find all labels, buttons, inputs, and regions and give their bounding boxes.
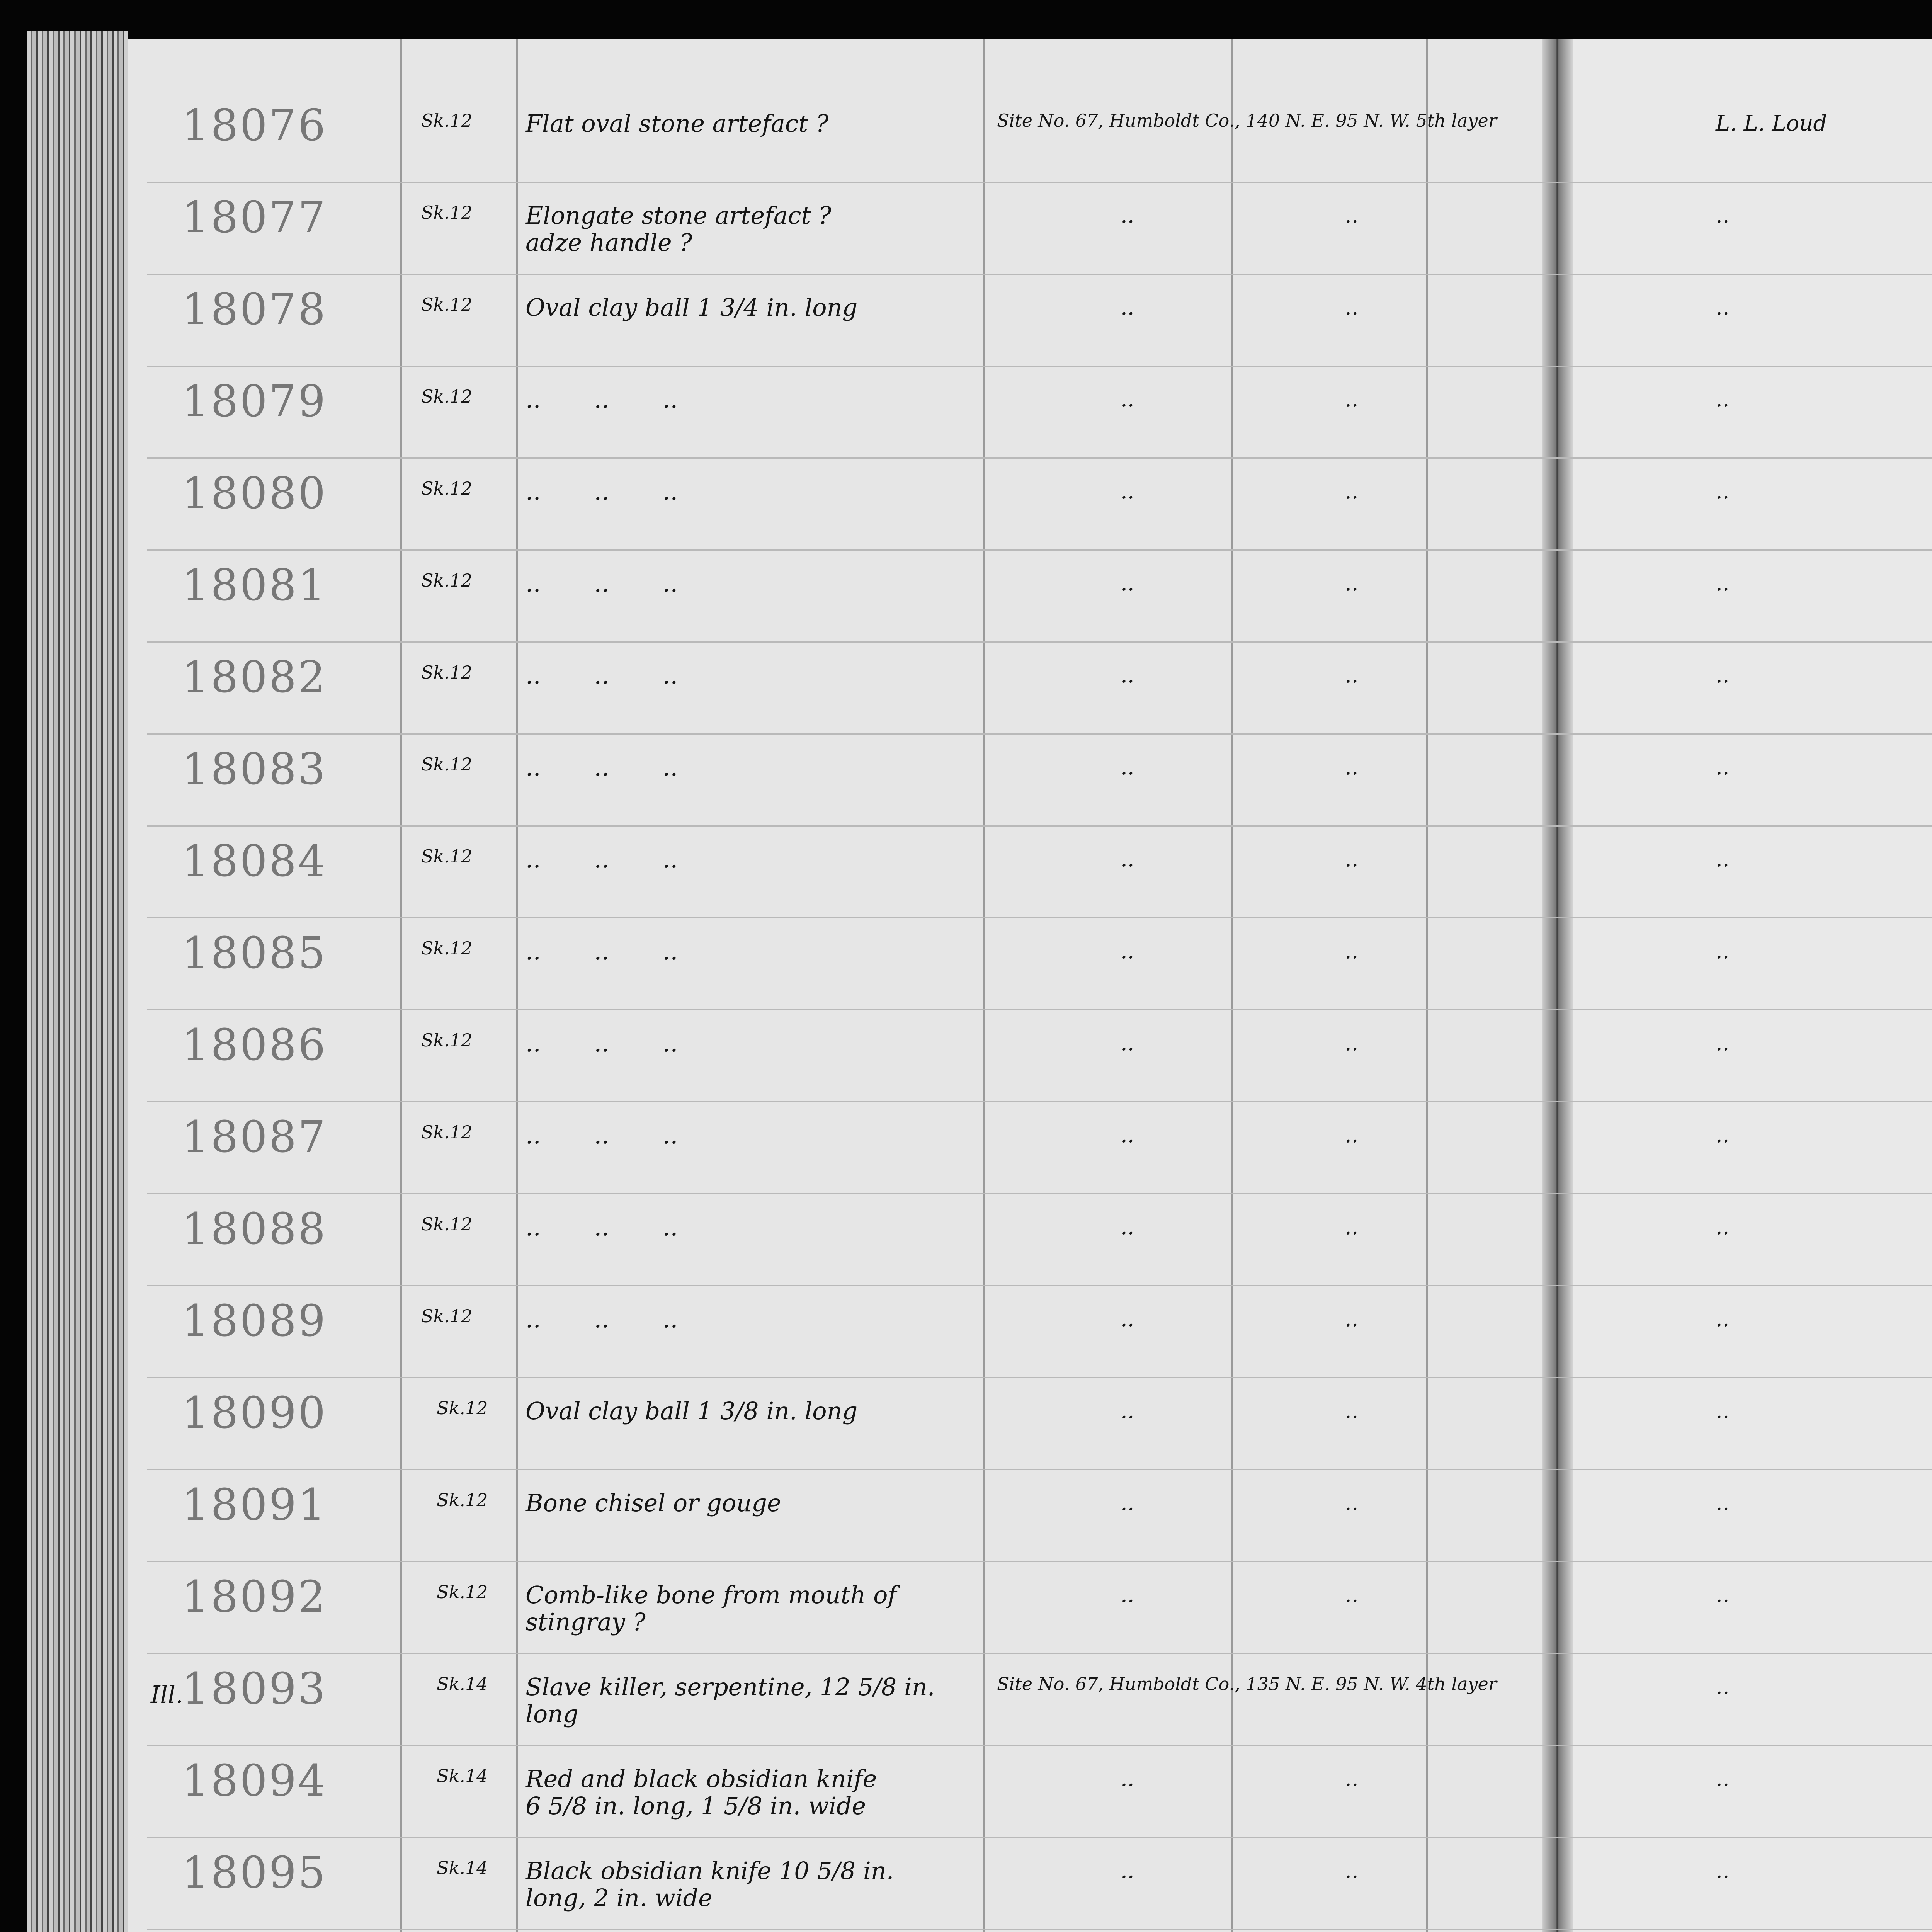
cell-collector: .. (1716, 1582, 1730, 1607)
cell-county: .. (1345, 387, 1359, 412)
cell-collector: .. (1716, 1490, 1730, 1515)
row-rule (147, 1193, 1932, 1194)
cell-cat: Sk.12 (421, 294, 473, 315)
cell-county: .. (1345, 1766, 1359, 1791)
cell-cat: Sk.12 (421, 1122, 473, 1143)
cell-county: .. (1345, 1031, 1359, 1056)
cell-cat: Sk.12 (437, 1490, 488, 1510)
cell-locality: .. (1121, 571, 1134, 596)
row-rule (147, 825, 1932, 827)
cell-locality: .. (1121, 1490, 1134, 1515)
row-rule (147, 1837, 1932, 1838)
cell-description: Bone chisel or gouge (526, 1489, 781, 1517)
cell-collector: .. (1716, 939, 1730, 964)
right-page (1557, 39, 1932, 1932)
cell-description: .. .. .. (526, 477, 678, 505)
row-rule (147, 457, 1932, 459)
book-gutter (1542, 39, 1573, 1932)
row-rule (147, 182, 1932, 183)
cell-description: .. .. .. (526, 569, 678, 597)
cell-cat: Sk.14 (437, 1673, 488, 1694)
cell-cat: Sk.12 (421, 662, 473, 683)
cell-locality: Site No. 67, Humboldt Co., 135 N. E. 95 N. W. 4th layer (997, 1673, 1497, 1694)
cell-description: Flat oval stone artefact ? (526, 109, 829, 138)
cell-collector: .. (1716, 1122, 1730, 1148)
cell-locality: .. (1121, 1031, 1134, 1056)
row-rule (147, 1009, 1932, 1010)
row-rule (147, 1377, 1932, 1378)
cell-cat: Sk.12 (421, 570, 473, 591)
cell-county: .. (1345, 1490, 1359, 1515)
cell-cat: Sk.12 (437, 1582, 488, 1602)
column-rule (1231, 39, 1233, 1932)
cell-collector: .. (1716, 387, 1730, 412)
cell-description: Red and black obsidian knife 6 5/8 in. long, 1 5/8 in. wide (526, 1765, 877, 1820)
cell-locality: .. (1121, 1858, 1134, 1883)
catalog-number: 18083 (182, 744, 327, 794)
cell-description: Slave killer, serpentine, 12 5/8 in. long (526, 1673, 935, 1728)
cell-collector: .. (1716, 1031, 1730, 1056)
cell-collector: L. L. Loud (1716, 111, 1827, 136)
cell-county: .. (1345, 203, 1359, 228)
row-rule (147, 1745, 1932, 1746)
cell-cat: Sk.12 (421, 846, 473, 867)
row-rule (147, 641, 1932, 643)
cell-locality: .. (1121, 939, 1134, 964)
cell-cat: Sk.12 (437, 1398, 488, 1418)
cell-locality: .. (1121, 847, 1134, 872)
cell-description: .. .. .. (526, 385, 678, 413)
cell-description: Oval clay ball 1 3/8 in. long (526, 1397, 858, 1425)
cell-cat: Sk.12 (421, 202, 473, 223)
left-page-edges (27, 31, 128, 1932)
cell-collector: .. (1716, 1858, 1730, 1883)
catalog-number: 18078 (182, 284, 327, 335)
catalog-number: 18086 (182, 1020, 327, 1070)
cell-description: .. .. .. (526, 1305, 678, 1333)
cell-description: Black obsidian knife 10 5/8 in. long, 2 in. wide (526, 1857, 894, 1912)
cell-county: .. (1345, 571, 1359, 596)
catalog-number: 18087 (182, 1112, 327, 1162)
cell-county: .. (1345, 847, 1359, 872)
cell-county: .. (1345, 1122, 1359, 1148)
cell-cat: Sk.12 (421, 1306, 473, 1327)
row-rule (147, 733, 1932, 735)
cell-locality: .. (1121, 387, 1134, 412)
cell-collector: .. (1716, 1306, 1730, 1332)
cell-description: Comb-like bone from mouth of stingray ? (526, 1581, 897, 1636)
column-rule (983, 39, 985, 1932)
catalog-number: 18082 (182, 652, 327, 702)
row-rule (147, 366, 1932, 367)
cell-cat: Sk.14 (437, 1765, 488, 1786)
cell-locality: .. (1121, 1398, 1134, 1423)
cell-collector: .. (1716, 1674, 1730, 1699)
catalog-number: 18090 (182, 1388, 327, 1438)
row-rule (147, 1285, 1932, 1286)
row-rule (147, 1561, 1932, 1562)
row-rule (147, 1101, 1932, 1102)
cell-locality: Site No. 67, Humboldt Co., 140 N. E. 95 N. W. 5th layer (997, 110, 1497, 131)
cell-description: .. .. .. (526, 1029, 678, 1057)
cell-collector: .. (1716, 203, 1730, 228)
catalog-number: 18088 (182, 1204, 327, 1254)
cell-description: .. .. .. (526, 1213, 678, 1241)
catalog-number: 18085 (182, 928, 327, 978)
cell-cat: Sk.14 (437, 1857, 488, 1878)
catalog-number: 18080 (182, 468, 327, 519)
cell-cat: Sk.12 (421, 386, 473, 407)
row-rule (147, 1653, 1932, 1654)
cell-collector: .. (1716, 479, 1730, 504)
row-rule (147, 917, 1932, 918)
row-rule (147, 549, 1932, 551)
column-rule (516, 39, 518, 1932)
cell-county: .. (1345, 663, 1359, 688)
row-rule (147, 274, 1932, 275)
cell-county: .. (1345, 1858, 1359, 1883)
cell-collector: .. (1716, 755, 1730, 780)
cell-county: .. (1345, 295, 1359, 320)
cell-description: .. .. .. (526, 1121, 678, 1149)
catalog-number: 18079 (182, 376, 327, 427)
column-rule (1426, 39, 1428, 1932)
cell-cat: Sk.12 (421, 110, 473, 131)
cell-description: Elongate stone artefact ? adze handle ? (526, 201, 832, 257)
cell-cat: Sk.12 (421, 1214, 473, 1235)
row-rule (147, 1469, 1932, 1470)
cell-locality: .. (1121, 1766, 1134, 1791)
cell-collector: .. (1716, 663, 1730, 688)
left-page (128, 39, 1557, 1932)
cell-county: .. (1345, 1306, 1359, 1332)
cell-county: .. (1345, 479, 1359, 504)
cell-cat: Sk.12 (421, 478, 473, 499)
cell-cat: Sk.12 (421, 754, 473, 775)
catalog-number: 18091 (182, 1480, 327, 1530)
cell-collector: .. (1716, 295, 1730, 320)
catalog-number: 18076 (182, 100, 327, 151)
cell-collector: .. (1716, 847, 1730, 872)
cell-collector: .. (1716, 571, 1730, 596)
cell-description: .. .. .. (526, 845, 678, 873)
cell-description: .. .. .. (526, 661, 678, 689)
cell-locality: .. (1121, 479, 1134, 504)
margin-note: Ill. (151, 1680, 183, 1709)
cell-description: Oval clay ball 1 3/4 in. long (526, 293, 858, 321)
cell-cat: Sk.12 (421, 938, 473, 959)
cell-locality: .. (1121, 1214, 1134, 1240)
catalog-number: 18095 (182, 1848, 327, 1898)
cell-description: .. .. .. (526, 753, 678, 781)
cell-collector: .. (1716, 1766, 1730, 1791)
column-rule (400, 39, 402, 1932)
cell-collector: .. (1716, 1398, 1730, 1423)
catalog-number: 18084 (182, 836, 327, 886)
cell-cat: Sk.12 (421, 1030, 473, 1051)
cell-county: .. (1345, 755, 1359, 780)
cell-collector: .. (1716, 1214, 1730, 1240)
cell-locality: .. (1121, 755, 1134, 780)
cell-locality: .. (1121, 1582, 1134, 1607)
cell-description: .. .. .. (526, 937, 678, 965)
catalog-number: 18077 (182, 192, 327, 243)
cell-locality: .. (1121, 1306, 1134, 1332)
cell-locality: .. (1121, 1122, 1134, 1148)
catalog-number: 18093 (182, 1664, 327, 1714)
cell-locality: .. (1121, 203, 1134, 228)
cell-county: .. (1345, 1398, 1359, 1423)
catalog-number: 18094 (182, 1756, 327, 1806)
cell-locality: .. (1121, 295, 1134, 320)
catalog-number: 18089 (182, 1296, 327, 1346)
catalog-number: 18081 (182, 560, 327, 611)
cell-county: .. (1345, 1582, 1359, 1607)
catalog-number: 18092 (182, 1572, 327, 1622)
cell-locality: .. (1121, 663, 1134, 688)
row-rule (147, 1929, 1932, 1930)
cell-county: .. (1345, 939, 1359, 964)
cell-county: .. (1345, 1214, 1359, 1240)
